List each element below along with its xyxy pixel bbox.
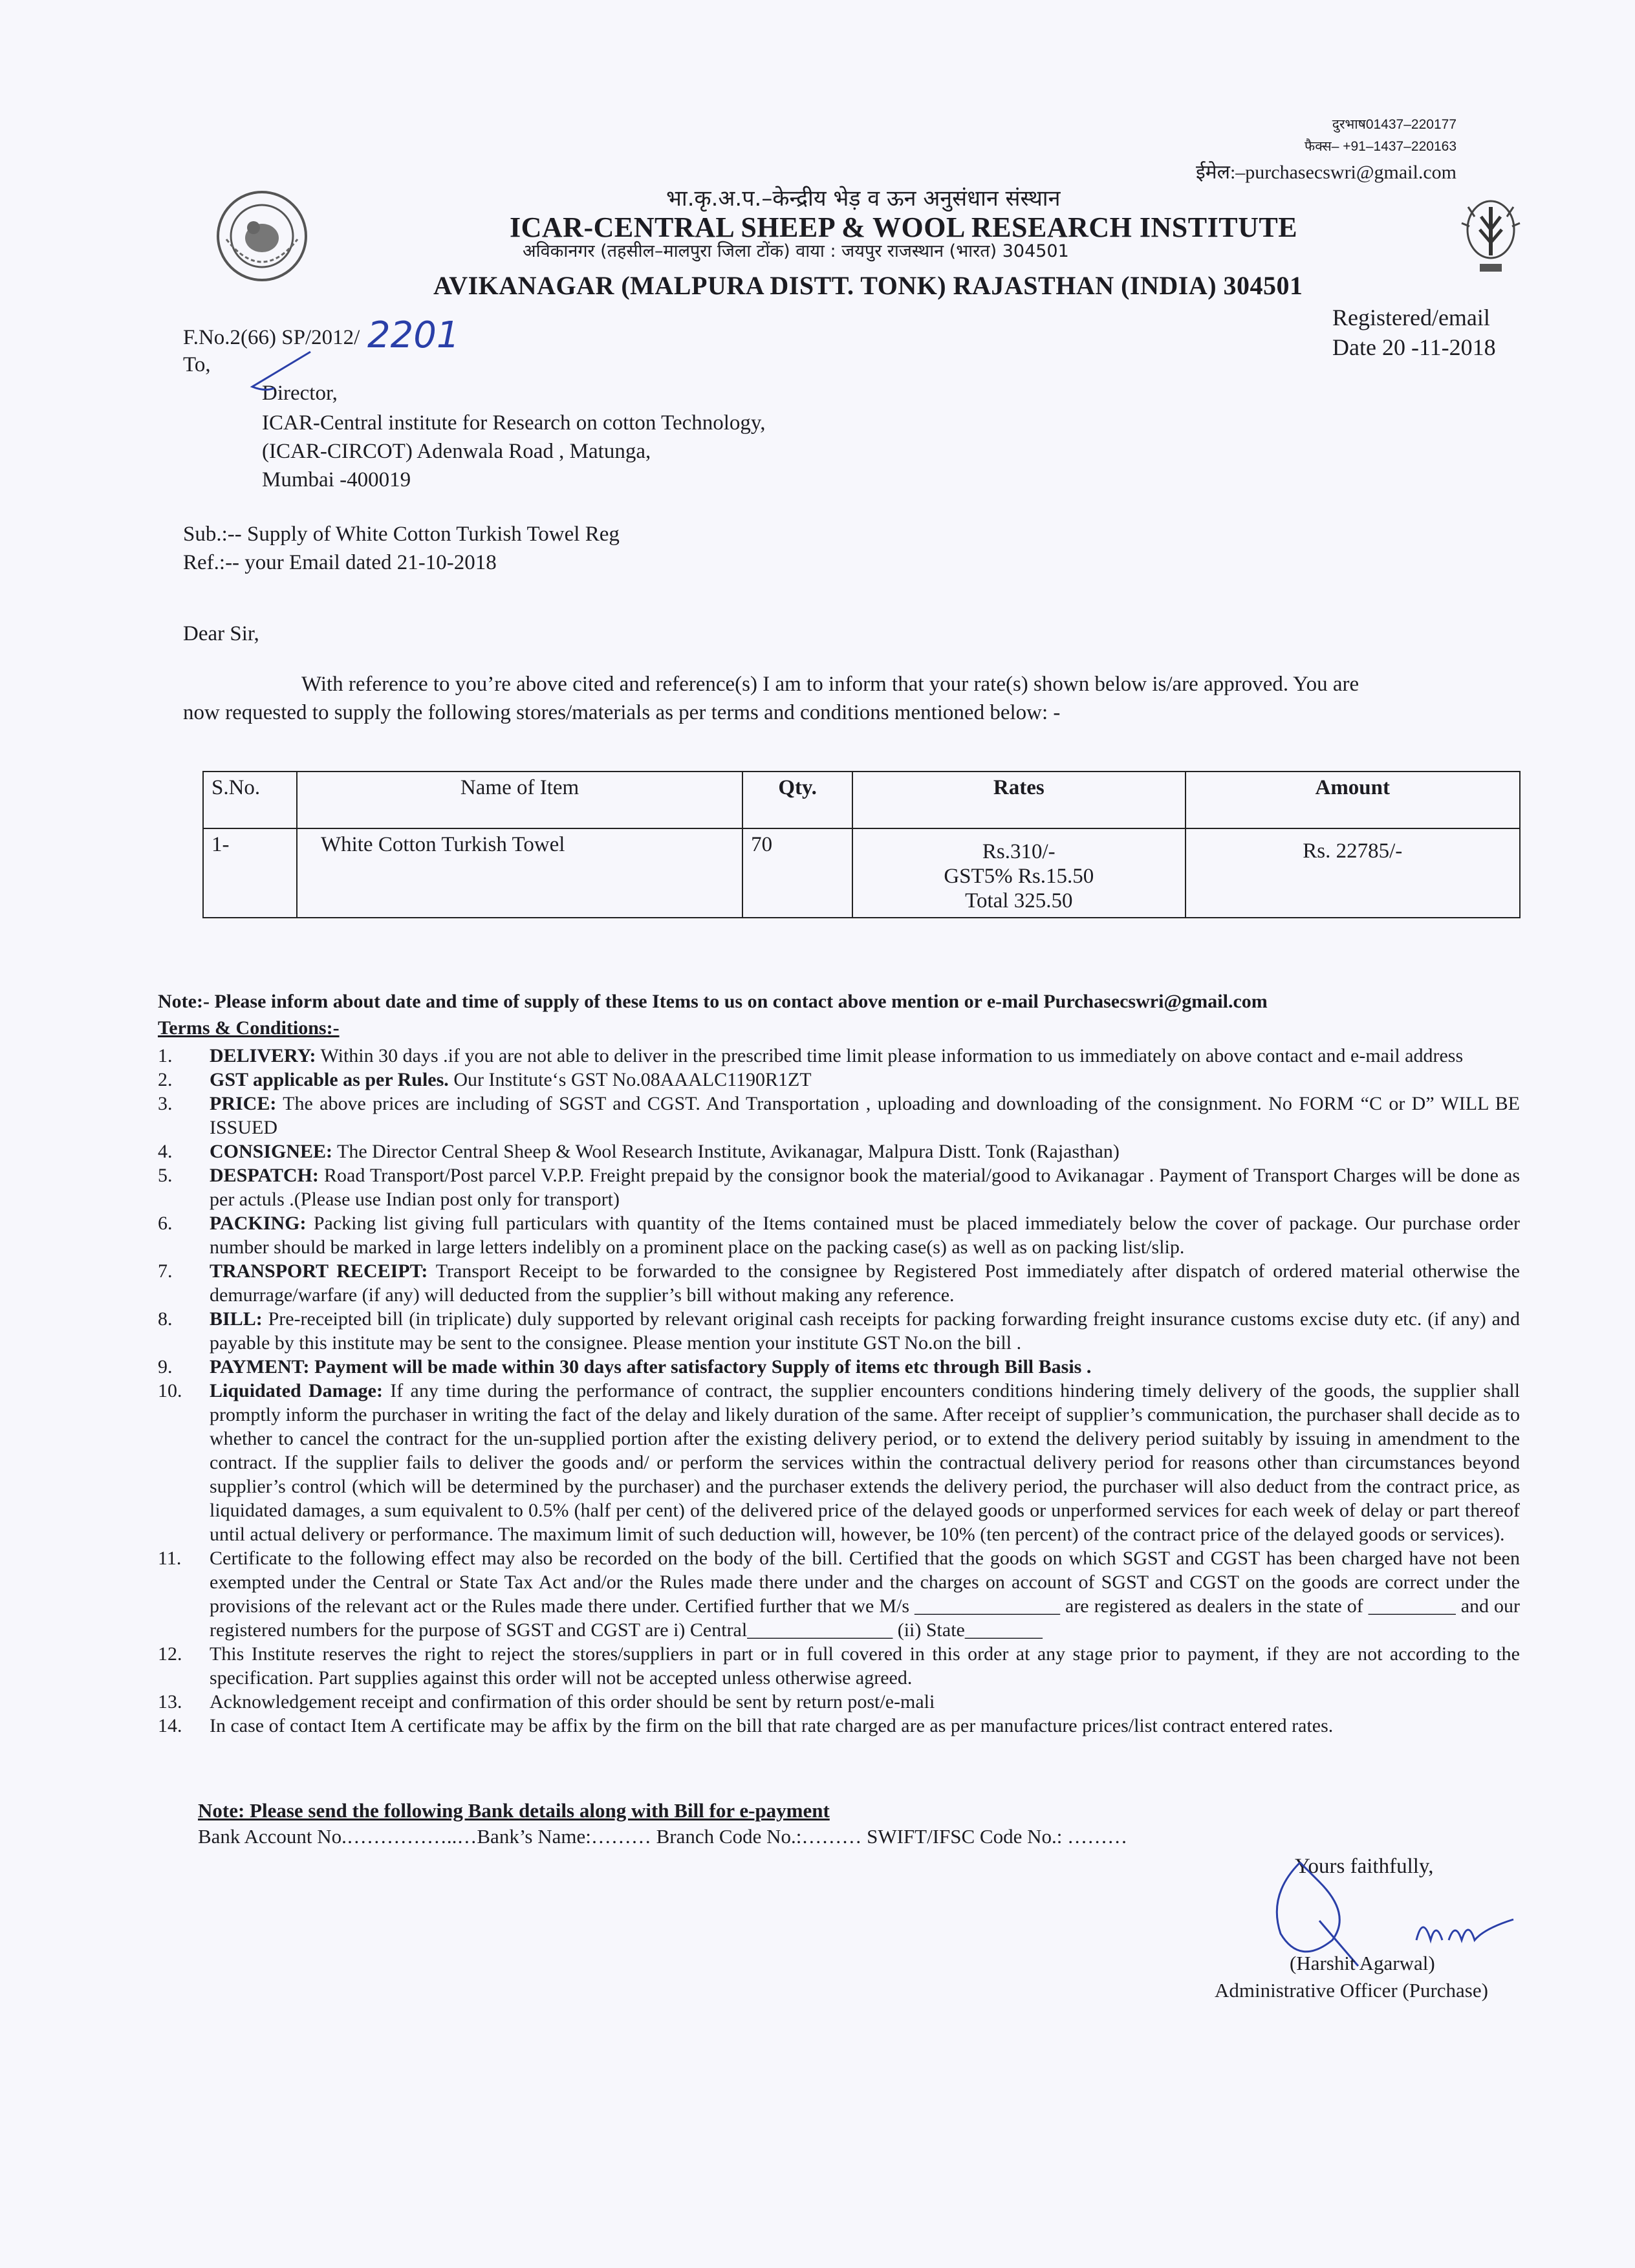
term-label: PAYMENT: Payment will be made within 30 days after satisfactory Supply of items etc through Bill Basis . [210, 1356, 1092, 1377]
reference-line: Ref.:-- your Email dated 21-10-2018 [183, 551, 497, 574]
list-item [158, 1355, 1520, 1379]
file-number: F.No.2(66) SP/2012/ [183, 326, 360, 349]
terms-heading: Terms & Conditions:- [158, 1017, 340, 1039]
term-number: 7. [158, 1260, 173, 1282]
list-item [158, 1211, 1520, 1259]
term-number: 5. [158, 1165, 173, 1186]
rate-gst: GST5% Rs.15.50 [944, 865, 1094, 888]
term-label: DESPATCH: [210, 1165, 319, 1186]
term-text [210, 1355, 1520, 1379]
term-label: CONSIGNEE: [210, 1141, 333, 1162]
term-body: The Director Central Sheep & Wool Research Institute, Avikanagar, Malpura Distt. Tonk (Rajasthan) [332, 1141, 1120, 1162]
header-sno: S.No. [203, 772, 297, 828]
term-body: The above prices are including of SGST and CGST. And Transportation , uploading and downloading of the consignment. No FORM “C or D” WILL BE ISSUED [210, 1093, 1520, 1138]
recipient-line-3: (ICAR-CIRCOT) Adenwala Road , Matunga, [262, 440, 651, 463]
term-text [210, 1259, 1520, 1307]
icar-logo-icon [1455, 194, 1526, 278]
term-text [210, 1546, 1520, 1642]
term-text [210, 1714, 1520, 1738]
institute-address: AVIKANAGAR (MALPURA DISTT. TONK) RAJASTHAN (INDIA) 304501 [433, 271, 1303, 300]
term-body: In case of contact Item A certificate may be affix by the firm on the bill that rate charged are as per manufacture prices/list contract entered rates. [210, 1715, 1334, 1736]
fax-number: फैक्स– +91–1437–220163 [1305, 139, 1456, 154]
list-item [158, 1259, 1520, 1307]
dispatch-mode: Registered/email [1332, 305, 1490, 330]
term-text [210, 1139, 1520, 1163]
term-body: Our Institute‘s GST No.08AAALC1190R1ZT [448, 1069, 812, 1090]
term-body: Road Transport/Post parcel V.P.P. Freight prepaid by the consignor book the material/good to Avikanagar . Payment of Transport Charges will be done as per actuls .(Please use Indian post only for transport) [210, 1165, 1520, 1210]
recipient-line-2: ICAR-Central institute for Research on cotton Technology, [262, 411, 766, 435]
supply-note: Note:- Please inform about date and time of supply of these Items to us on contact above mention or e-mail Purchasecswri@gmail.com [158, 991, 1268, 1012]
list-item [158, 1068, 1520, 1092]
institute-name-hindi: भा.कृ.अ.प.–केन्द्रीय भेड़ व ऊन अनुसंधान संस्थान [666, 186, 1061, 211]
term-text [210, 1211, 1520, 1259]
term-label: GST applicable as per Rules. [210, 1069, 449, 1090]
table-header-row [203, 772, 1520, 828]
term-number: 14. [158, 1715, 182, 1736]
table-row [203, 828, 1520, 918]
term-number: 12. [158, 1643, 182, 1665]
bank-details-note: Note: Please send the following Bank details along with Bill for e-payment [198, 1799, 830, 1822]
term-body: If any time during the performance of contract, the supplier encounters conditions hindering timely delivery of the goods, the supplier shall promptly inform the purchaser in writing the fact of the delay and likely duration of the same. After receipt of supplier’s communication, the purchaser shall decide as to whether to cancel the contract for the un-supplied portion after the existing delivery period, or to extend the delivery period suitably by issuing in amendment to the contract. If the supplier fails to deliver the goods and/ or perform the services within the contractual delivery period for reasons other than circumstances beyond supplier’s control (which will be determined by the purchaser) and the purchaser extends the delivery period, the purchaser will also deduct from the contract price, as liquidated damages, a sum equivalent to 0.5% (half per cent) of the delivered price of the delayed goods or unperformed services for each week of delay or part thereof until actual delivery or performance. The maximum limit of such deduction will, however, be 10% (ten percent) of the contract price of the delayed goods or services). [210, 1380, 1520, 1545]
term-text [210, 1379, 1520, 1546]
term-label: BILL: [210, 1308, 263, 1330]
recipient-line-4: Mumbai -400019 [262, 468, 411, 491]
cell-amount: Rs. 22785/- [1186, 828, 1520, 918]
term-body: Packing list giving full particulars with quantity of the Items contained must be placed immediately below the cover of package. Our purchase order number should be marked in large letters indelibly on a prominent place on the packing case(s) as well as on packing list/slip. [210, 1213, 1520, 1258]
institute-name: ICAR-CENTRAL SHEEP & WOOL RESEARCH INSTITUTE [510, 211, 1298, 243]
term-text [210, 1307, 1520, 1355]
term-text [210, 1163, 1520, 1211]
term-label: PRICE: [210, 1093, 277, 1114]
term-label: Liquidated Damage: [210, 1380, 383, 1401]
term-label: TRANSPORT RECEIPT: [210, 1260, 428, 1282]
term-number: 4. [158, 1141, 173, 1162]
terms-section [158, 989, 1520, 1738]
term-number: 9. [158, 1356, 173, 1377]
institute-emblem-icon [213, 188, 310, 285]
list-item [158, 1379, 1520, 1546]
bank-details-fields: Bank Account No.……………..…Bank’s Name:……… Branch Code No.:……… SWIFT/IFSC Code No.: ……… [198, 1825, 1128, 1848]
term-body: Within 30 days .if you are not able to deliver in the prescribed time limit please information to us immediately on above contact and e-mail address [316, 1045, 1464, 1066]
term-number: 8. [158, 1308, 173, 1330]
salutation: Dear Sir, [183, 622, 259, 645]
cell-item-name: White Cotton Turkish Towel [297, 828, 742, 918]
term-number: 13. [158, 1691, 182, 1712]
rate-base: Rs.310/- [982, 840, 1056, 863]
signatory-designation: Administrative Officer (Purchase) [1215, 1979, 1488, 2002]
term-body: Transport Receipt to be forwarded to the consignee by Registered Post immediately after dispatch of ordered material otherwise the demurrage/warfare (if any) will deducted from the supplier’s bill without making any reference. [210, 1260, 1520, 1306]
file-number-handwritten: 2201 [367, 314, 460, 356]
list-item [158, 1714, 1520, 1738]
term-number: 6. [158, 1213, 173, 1234]
header-qty: Qty. [742, 772, 852, 828]
letter-date: Date 20 -11-2018 [1332, 334, 1496, 360]
items-table [202, 771, 1521, 918]
header-amount: Amount [1186, 772, 1520, 828]
pen-stroke-icon [246, 349, 317, 394]
term-label: PACKING: [210, 1213, 307, 1234]
term-text [210, 1068, 1520, 1092]
list-item [158, 1690, 1520, 1714]
term-text [210, 1044, 1520, 1068]
header-item-name: Name of Item [297, 772, 742, 828]
term-label: DELIVERY: [210, 1045, 316, 1066]
cell-rates [852, 828, 1185, 918]
cell-qty: 70 [742, 828, 852, 918]
term-text [210, 1690, 1520, 1714]
term-text [210, 1092, 1520, 1139]
signatory-name: (Harshit Agarwal) [1290, 1952, 1435, 1974]
list-item [158, 1092, 1520, 1139]
term-number: 10. [158, 1380, 182, 1401]
term-number: 11. [158, 1548, 182, 1569]
term-text [210, 1642, 1520, 1690]
institute-address-hindi: अविकानगर (तहसील–मालपुरा जिला टोंक) वाया : जयपुर राजस्थान (भारत) 304501 [523, 241, 1069, 261]
term-body: Pre-receipted bill (in triplicate) duly supported by relevant original cash receipts for packing forwarding freight insurance customs excise duty etc. (if any) and payable by this institute may be sent to the consignee. Please mention your institute GST No.on the bill . [210, 1308, 1520, 1354]
list-item [158, 1163, 1520, 1211]
term-number: 1. [158, 1045, 173, 1066]
term-number: 2. [158, 1069, 173, 1090]
list-item [158, 1139, 1520, 1163]
terms-list [158, 1044, 1520, 1738]
header-rates: Rates [852, 772, 1185, 828]
intro-line-2: now requested to supply the following stores/materials as per terms and conditions mentioned below: - [183, 701, 1061, 724]
closing: Yours faithfully, [1295, 1855, 1434, 1878]
list-item [158, 1044, 1520, 1068]
phone-number: दुरभाष01437–220177 [1332, 117, 1456, 132]
to-label: To, [183, 353, 211, 376]
term-number: 3. [158, 1093, 173, 1114]
rate-total: Total 325.50 [965, 889, 1073, 913]
term-body: Acknowledgement receipt and confirmation of this order should be sent by return post/e-mali [210, 1691, 935, 1712]
list-item [158, 1642, 1520, 1690]
cell-sno: 1- [203, 828, 297, 918]
subject-line: Sub.:-- Supply of White Cotton Turkish Towel Reg [183, 523, 620, 546]
term-body: This Institute reserves the right to reject the stores/suppliers in part or in full covered in this order at any stage prior to payment, if they are not according to the specification. Part supplies against this order will not be accepted unless otherwise agreed. [210, 1643, 1520, 1689]
list-item [158, 1307, 1520, 1355]
list-item [158, 1546, 1520, 1642]
recipient-line-1: Director, [262, 382, 338, 405]
intro-line-1: With reference to you’re above cited and reference(s) I am to inform that your rate(s) shown below is/are approved. You are [301, 673, 1359, 696]
contact-email: ईमेल:–purchasecswri@gmail.com [1195, 162, 1456, 183]
term-body: Certificate to the following effect may also be recorded on the body of the bill. Certified that the goods on which SGST and CGST has been charged have not been exempted under the Central or State Tax Act and/or the Rules made there under and the charges on account of SGST and CGST on the goods are correct under the provisions of the relevant act or the Rules made there under. Certified further that we M/s _______________ are registered as dealers in the state of _________ and our registered numbers for the purpose of SGST and CGST are i) Central_______________ (ii) State________ [210, 1548, 1520, 1641]
